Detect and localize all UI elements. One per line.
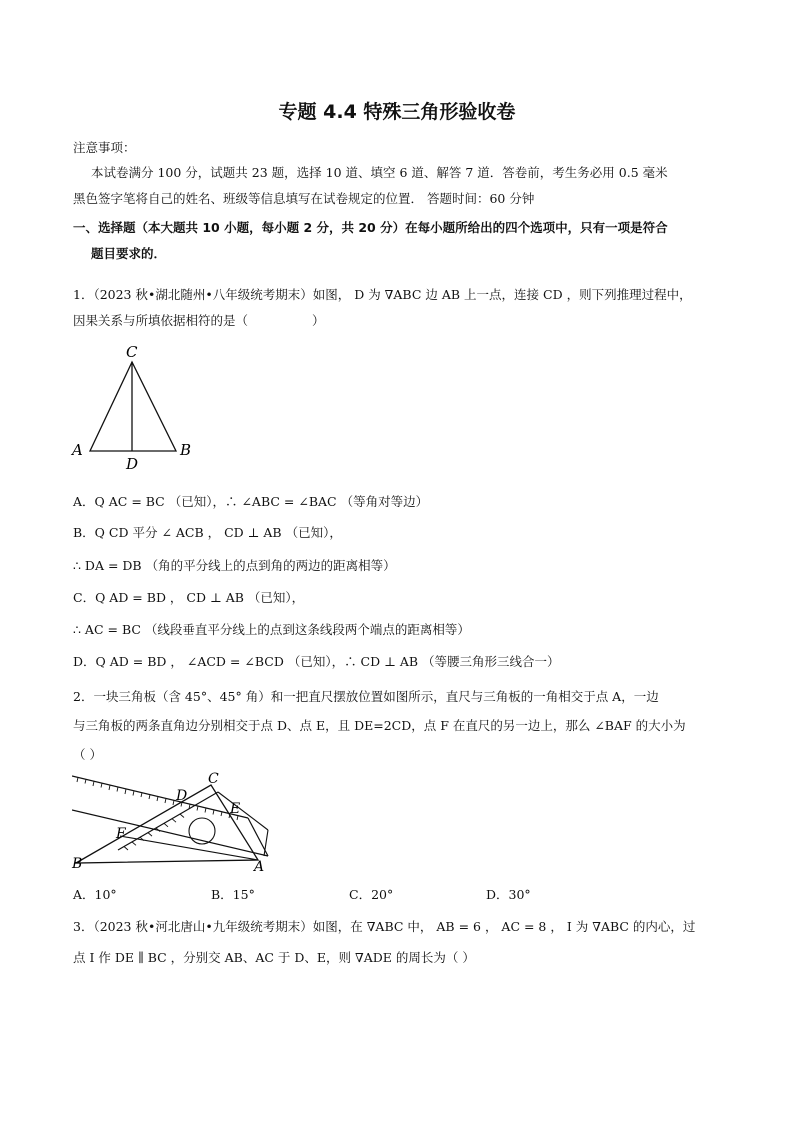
label-a: A — [254, 859, 265, 872]
q2-option-d: D．30° — [486, 887, 531, 902]
label-d: D — [176, 788, 188, 804]
notice-line-2: 黑色签字笔将自己的姓名、班级等信息填写在试卷规定的位置． 答题时间：60 分钟 — [73, 191, 535, 206]
q1-stem-paren: ） — [312, 313, 325, 328]
q2-stem-line-2: 与三角板的两条直角边分别相交于点 D、点 E，且 DE=2CD，点 F 在直尺的另一边上，那么 ∠BAF 的大小为 — [73, 718, 686, 733]
label-c: C — [208, 771, 219, 787]
label-d: D — [126, 455, 139, 473]
label-b: B — [72, 856, 83, 872]
label-c: C — [126, 343, 138, 361]
q1-option-b-line-1: B．Q CD 平分 ∠ ACB ， CD ⊥ AB （已知）， — [73, 525, 342, 540]
q2-stem-line-1: 2．一块三角板（含 45°、45° 角）和一把直尺摆放位置如图所示，直尺与三角板的一角相交于点 A，一边 — [73, 689, 659, 704]
q2-option-c: C．20° — [349, 887, 394, 902]
label-e: E — [230, 801, 241, 817]
segment-af — [120, 836, 258, 860]
set-square-triangle — [76, 785, 258, 863]
ruler-outer-edge — [218, 792, 268, 830]
notice-heading: 注意事项： — [73, 140, 136, 155]
label-f: F — [116, 826, 126, 842]
q1-option-a: A．Q AC = BC （已知），∴ ∠ABC = ∠BAC （等角对等边） — [73, 494, 429, 509]
q3-stem-line-2: 点 I 作 DE ∥ BC ，分别交 AB、AC 于 D、E，则 ∇ADE 的周长为（ ） — [73, 950, 475, 965]
ruler-upper-edge — [72, 776, 248, 818]
q1-option-d: D．Q AD = BD ， ∠ACD = ∠BCD （已知），∴ CD ⊥ AB （等腰三角形三线合一） — [73, 654, 560, 669]
q1-option-c-line-2: ∴ AC = BC （线段垂直平分线上的点到这条线段两个端点的距离相等） — [73, 622, 470, 637]
q2-option-a: A．10° — [73, 887, 117, 902]
section-heading-line-1: 一、选择题（本大题共 10 小题，每小题 2 分，共 20 分）在每小题所给出的四个选项中，只有一项是符合 — [73, 220, 668, 235]
page-title: 专题 4.4 特殊三角形验收卷 — [278, 101, 516, 123]
triangle-abc — [90, 362, 176, 451]
q2-option-b: B．15° — [211, 887, 255, 902]
q1-option-b-line-2: ∴ DA = DB （角的平分线上的点到角的两边的距离相等） — [73, 558, 396, 573]
q1-option-c-line-1: C．Q AD = BD ， CD ⊥ AB （已知）， — [73, 590, 305, 605]
q2-ruler-triangle-figure — [68, 770, 283, 872]
label-a: A — [72, 441, 83, 459]
label-b: B — [180, 441, 192, 459]
q1-triangle-figure — [62, 340, 202, 475]
q2-stem-line-3: （ ） — [73, 747, 102, 762]
q3-stem-line-1: 3．（2023 秋•河北唐山•九年级统考期末）如图，在 ∇ABC 中， AB = 6 ， AC = 8 ， I 为 ∇ABC 的内心，过 — [73, 919, 696, 934]
q1-stem-text: 因果关系与所填依据相符的是（ — [73, 313, 249, 328]
q1-stem-line-2 — [73, 311, 325, 329]
q1-stem-line-1: 1．（2023 秋•湖北随州•八年级统考期末）如图， D 为 ∇ABC 边 AB 上一点，连接 CD ，则下列推理过程中， — [73, 287, 692, 302]
section-heading-line-2: 题目要求的． — [91, 246, 167, 261]
notice-line-1: 本试卷满分 100 分，试题共 23 题，选择 10 道、填空 6 道、解答 7 道．答卷前，考生务必用 0.5 毫米 — [91, 165, 668, 180]
ruler-edge-2-ticks — [124, 814, 184, 850]
